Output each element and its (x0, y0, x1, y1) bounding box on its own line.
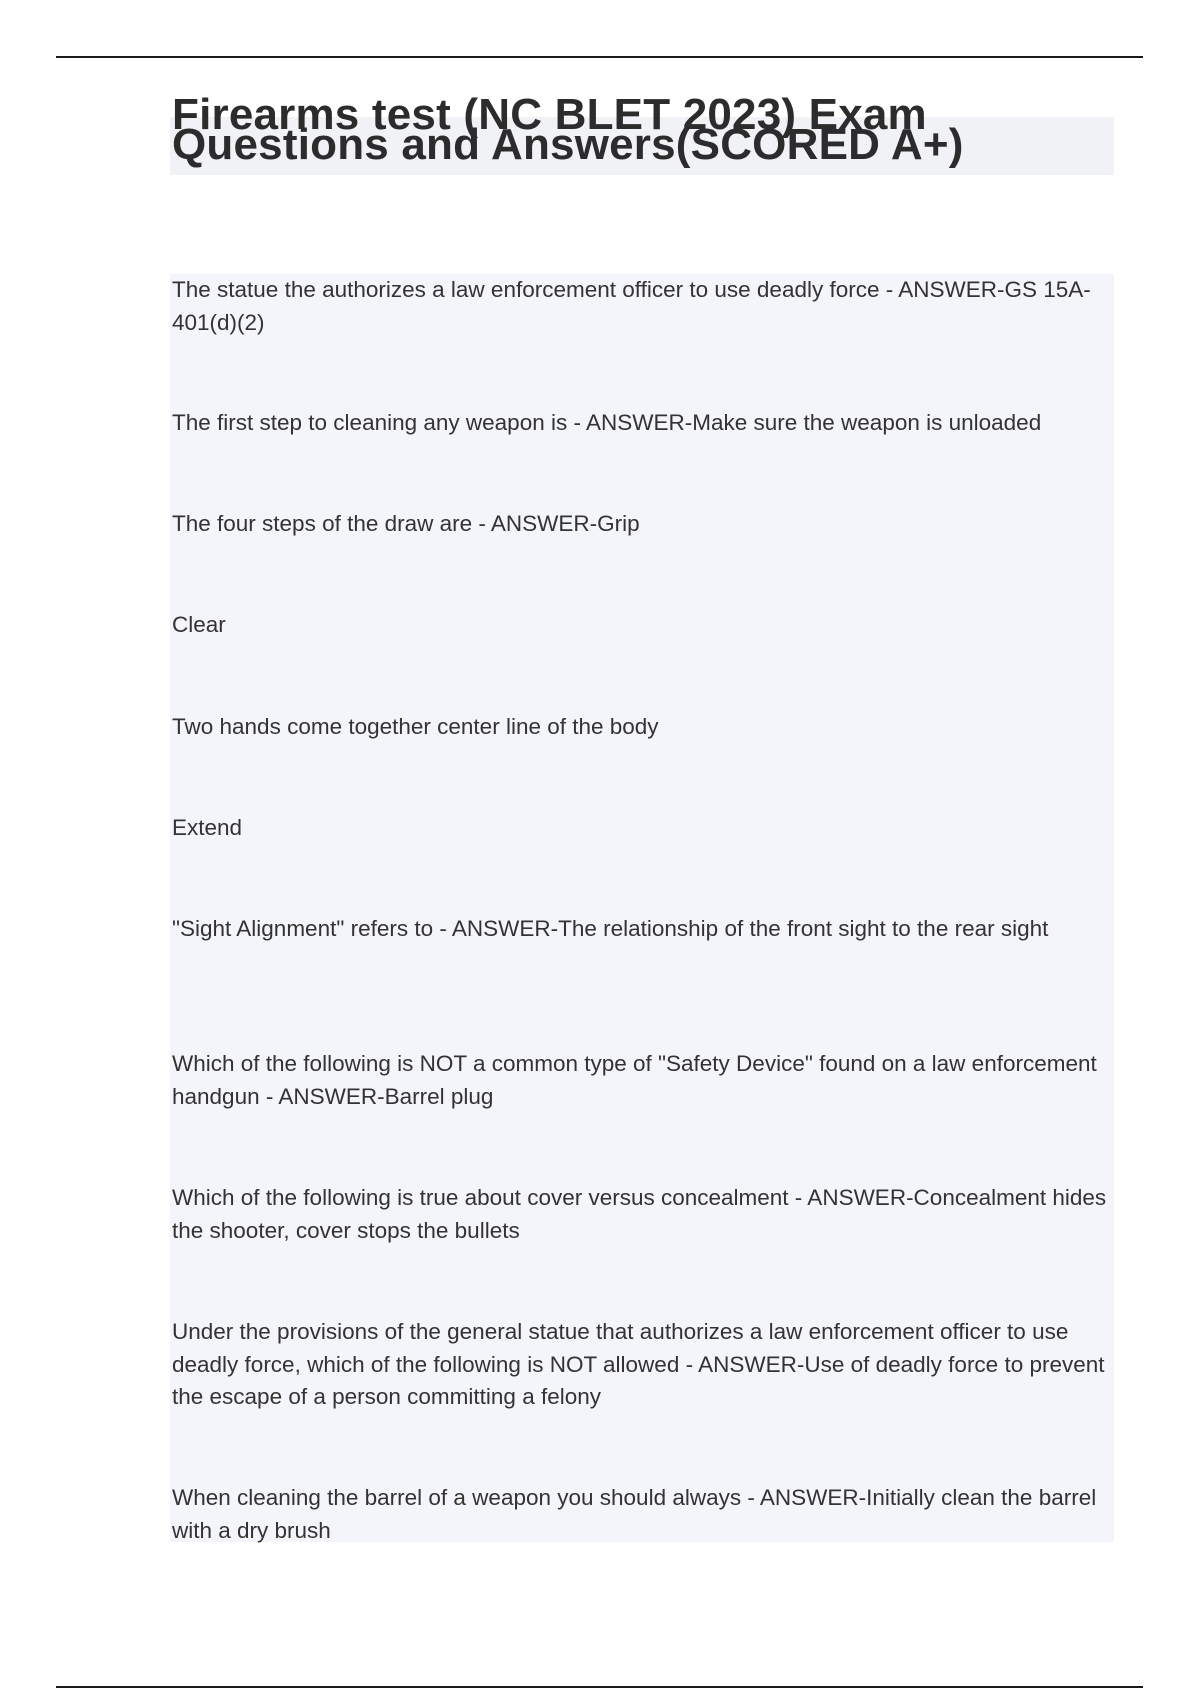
qa-entry: Which of the following is NOT a common type of "Safety Device" found on a law enforcement handgun - ANSWER-Barrel plug (172, 1051, 1097, 1109)
qa-entry: Clear (172, 612, 226, 637)
qa-entry: The first step to cleaning any weapon is - ANSWER-Make sure the weapon is unloaded (172, 410, 1042, 435)
qa-entry: Under the provisions of the general statue that authorizes a law enforcement officer to use deadly force, which of the following is NOT allowed - ANSWER-Use of deadly force to prevent the escape of a person committing a felony (172, 1319, 1105, 1409)
qa-entry: "Sight Alignment" refers to - ANSWER-The relationship of the front sight to the rear sight (172, 916, 1049, 941)
qa-entry: When cleaning the barrel of a weapon you should always - ANSWER-Initially clean the barrel with a dry brush (172, 1485, 1097, 1543)
document-title: Firearms test (NC BLET 2023) Exam Questions and Answers(SCORED A+) (172, 90, 964, 169)
top-rule (56, 56, 1143, 58)
qa-entry: Extend (172, 815, 243, 840)
qa-entry: The statue the authorizes a law enforcement officer to use deadly force - ANSWER-GS 15A-401(d)(2) (172, 277, 1091, 335)
bottom-rule (56, 1686, 1143, 1688)
qa-entry: Two hands come together center line of the body (172, 714, 659, 739)
qa-entry: Which of the following is true about cover versus concealment - ANSWER-Concealment hides the shooter, cover stops the bullets (172, 1185, 1107, 1243)
qa-entry: The four steps of the draw are - ANSWER-Grip (172, 511, 640, 536)
